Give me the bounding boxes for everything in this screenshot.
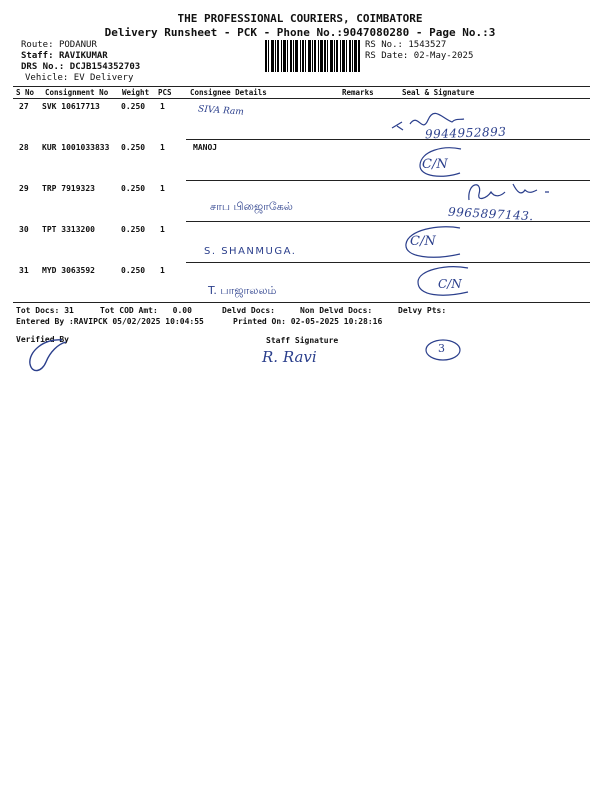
row-31-pcs: 1 (160, 266, 165, 275)
entered-by: Entered By :RAVIPCK 05/02/2025 10:04:55 (16, 317, 204, 326)
row-29-handwritten-name: சாப பிஜைாகேல் (210, 200, 293, 213)
page-number-handwritten: 3 (438, 342, 445, 355)
drs-value: DCJB154352703 (69, 62, 141, 72)
row-27-consignment: SVK 10617713 (42, 102, 100, 111)
row-30-pcs: 1 (160, 225, 165, 234)
rs-no-label: RS No.: (365, 40, 403, 50)
row-29-weight: 0.250 (121, 184, 146, 193)
row-27-handwritten-phone: 9944952893 (424, 124, 507, 142)
staff-signature-label: Staff Signature (266, 336, 339, 345)
staff-line (21, 51, 108, 61)
tot-docs-label: Tot Docs: (16, 306, 60, 315)
tot-cod-value: 0.00 (172, 306, 192, 315)
row-31-consignment: MYD 3063592 (42, 266, 95, 275)
row-27-handwritten-name: SIVA Ram (197, 104, 245, 118)
row-30-sno: 30 (19, 225, 29, 234)
staff-signature-handwritten: R. Ravi (262, 348, 317, 366)
verified-by-label: Verified By (16, 335, 69, 344)
col-seal: Seal & Signature (402, 88, 475, 97)
tot-docs (16, 306, 74, 315)
tot-cod (100, 306, 192, 315)
col-remarks: Remarks (342, 88, 374, 97)
delvd-docs-label: Delvd Docs: (222, 306, 275, 315)
row-29-handwritten-phone: 9965897143. (447, 204, 534, 224)
route-label: Route: (21, 40, 54, 50)
tot-cod-label: Tot COD Amt: (100, 306, 158, 315)
col-consignment: Consignment No (45, 88, 109, 97)
rs-date-label: RS Date: (365, 51, 409, 61)
verified-signature (22, 336, 72, 376)
route-line (21, 40, 97, 50)
barcode-image (265, 40, 360, 72)
rs-no-value: 1543527 (408, 40, 447, 50)
rs-date-line (365, 51, 473, 61)
row-31-handwritten-cin: C/N (438, 277, 462, 291)
row-30-handwritten-cin: C/N (410, 234, 436, 249)
col-consignee: Consignee Details (190, 88, 267, 97)
row-29-consignment: TRP 7919323 (42, 184, 95, 193)
rs-no-line (365, 40, 446, 50)
row-30-consignment: TPT 3313200 (42, 225, 95, 234)
row-27-rule (186, 139, 590, 140)
table-bottom-rule (13, 302, 590, 303)
row-31-handwritten-name: T. பாஜாலலம் (208, 284, 277, 297)
col-pcs: PCS (158, 88, 172, 97)
col-sno: S No (16, 88, 35, 97)
row-31-sno: 31 (19, 266, 29, 275)
row-29-sno: 29 (19, 184, 29, 193)
col-weight: Weight (122, 88, 150, 97)
staff-label: Staff: (21, 51, 54, 61)
row-27-pcs: 1 (160, 102, 165, 111)
row-28-consignment: KUR 1001033833 (42, 143, 110, 152)
drs-line (21, 62, 140, 72)
staff-value: RAVIKUMAR (58, 51, 108, 61)
row-31-weight: 0.250 (121, 266, 146, 275)
tot-docs-value: 31 (64, 306, 74, 315)
vehicle-label: Vehicle: (25, 73, 69, 83)
route-value: PODANUR (58, 40, 97, 50)
table-top-rule (13, 86, 590, 87)
row-28-sno: 28 (19, 143, 29, 152)
company-title: THE PROFESSIONAL COURIERS, COIMBATORE (177, 12, 423, 25)
row-30-rule (186, 262, 590, 263)
rs-date-value: 02-May-2025 (413, 51, 474, 61)
printed-on: Printed On: 02-05-2025 10:28:16 (233, 317, 383, 326)
row-28-handwritten-cin: C/N (422, 157, 448, 172)
vehicle-line (25, 73, 133, 83)
vehicle-value: EV Delivery (73, 73, 134, 83)
row-28-weight: 0.250 (121, 143, 146, 152)
row-27-sno: 27 (19, 102, 29, 111)
row-30-weight: 0.250 (121, 225, 146, 234)
row-28-consignee: MANOJ (193, 143, 218, 152)
non-delvd-docs-label: Non Delvd Docs: (300, 306, 373, 315)
row-30-handwritten-name: S. SHANMUGA. (204, 246, 297, 257)
row-28-pcs: 1 (160, 143, 165, 152)
row-29-pcs: 1 (160, 184, 165, 193)
table-header-rule (13, 98, 590, 99)
row-27-weight: 0.250 (121, 102, 146, 111)
delvy-pts-label: Delvy Pts: (398, 306, 447, 315)
drs-label: DRS No.: (21, 62, 65, 72)
row-29-signature-scribble (465, 176, 560, 206)
runsheet-subtitle: Delivery Runsheet - PCK - Phone No.:9047080280 - Page No.:3 (104, 26, 496, 39)
